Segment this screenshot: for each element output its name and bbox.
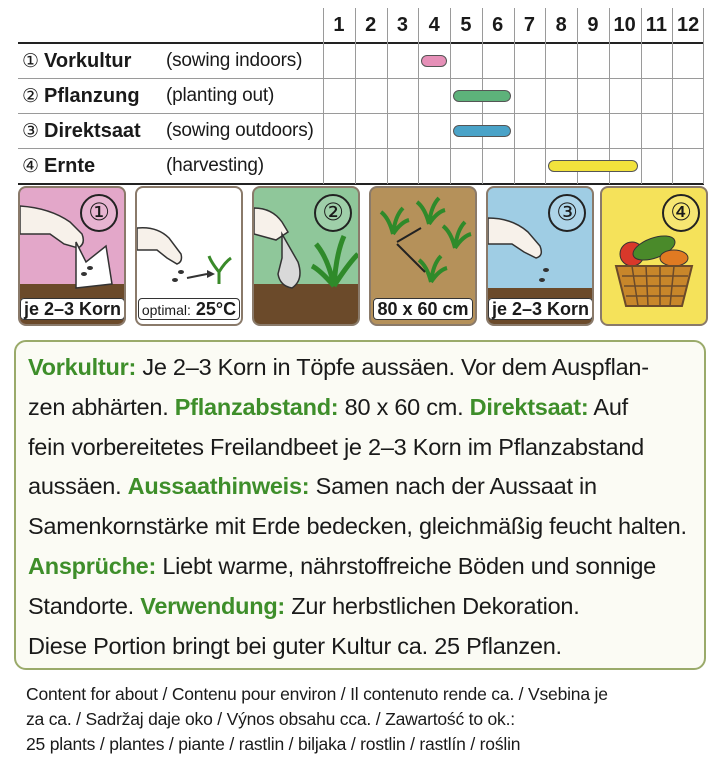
month-label: 6 [492,14,504,36]
row-label-en: (planting out) [166,85,275,106]
keyword-direktsaat: Direktsaat: [469,393,589,420]
period-bar [421,55,447,67]
desc-line-3: fein vorbereitetes Freilandbeet je 2–3 Korn im Pflanzabstand [28,433,644,460]
period-bar [453,90,511,102]
desc-line-4: aussäen. Aussaathinweis: Samen nach der Aussaat in [28,473,597,500]
cultivation-instructions [14,340,706,670]
month-label: 3 [396,14,408,36]
desc-line-6: Ansprüche: Liebt warme, nährstoffreiche Böden und sonnige [28,552,657,579]
month-label: 12 [677,14,700,36]
row-label-en: (sowing outdoors) [166,120,314,141]
period-bar [453,125,511,137]
pictogram-plant-spacing [369,186,477,326]
desc-line-1: Vorkultur: Je 2–3 Korn in Töpfe aussäen. Vor dem Auspflan- [28,354,649,380]
pictogram-sowing-indoors [18,186,126,326]
desc-line-7: Standorte. Verwendung: Zur herbstlichen Dekoration. [28,592,580,619]
row-label-en: (sowing indoors) [166,50,303,71]
step-3-marker: ③ [22,121,40,142]
tile-caption [137,299,241,320]
footer-line-1: Content for about / Contenu pour environ / Il contenuto rende ca. / Vsebina je [26,684,608,704]
step-4-marker: ④ [22,156,40,177]
pictogram-direct-sowing [486,186,594,326]
step-1-marker: ① [22,51,40,72]
month-label: 9 [587,14,599,36]
month-label: 11 [645,14,667,36]
grid-edge [703,8,704,184]
row-label-en: (harvesting) [166,155,264,176]
month-grid [323,8,704,184]
pictogram-germination-temp [135,186,243,326]
row-label-de: Direktsaat [44,120,141,142]
month-label: 8 [555,14,567,36]
month-label: 1 [333,14,345,36]
tile-caption [488,299,592,320]
row-label-de: Vorkultur [44,50,132,72]
step-badge: ① [80,194,118,232]
caption-text: je 2–3 Korn [20,298,125,320]
month-label: 7 [523,14,535,36]
desc-line-2: zen abhärten. Pflanzabstand: 80 x 60 cm. Direktsaat: Auf [28,393,628,420]
desc-line-5: Samenkornstärke mit Erde bedecken, gleichmäßig feucht halten. [28,513,687,540]
pictogram-harvest [600,186,708,326]
caption-text: je 2–3 Korn [488,298,593,320]
step-badge: ④ [662,194,700,232]
instruction-pictograms [18,186,708,328]
period-bar [548,160,637,172]
caption-prefix: optimal: [141,302,191,318]
keyword-aussaathinweis: Aussaathinweis: [127,473,310,500]
pictogram-planting-out [252,186,360,326]
desc-line-8: Diese Portion bringt bei guter Kultur ca. 25 Pflanzen. [28,632,562,659]
step-badge: ③ [548,194,586,232]
row-label-de: Pflanzung [44,85,140,107]
month-label: 4 [428,14,440,36]
keyword-vorkultur: Vorkultur: [28,354,137,380]
keyword-ansprueche: Ansprüche: [28,552,157,579]
tile-caption [20,299,124,320]
step-2-marker: ② [22,86,40,107]
tile-caption [371,299,475,320]
sowing-calendar [18,8,704,184]
footer-line-3: 25 plants / plantes / piante / rastlin / biljaka / rostlin / rastlín / roślin [26,734,521,754]
caption-text: 25°C [195,299,237,319]
month-label: 5 [460,14,472,36]
month-label: 2 [365,14,377,36]
keyword-verwendung: Verwendung: [140,592,286,619]
month-label: 10 [613,14,636,36]
step-badge: ② [314,194,352,232]
multilingual-content-note [26,682,706,757]
keyword-pflanzabstand: Pflanzabstand: [174,393,339,420]
footer-line-2: za ca. / Sadržaj daje oko / Výnos obsahu cca. / Zawartość to ok.: [26,709,515,729]
caption-text: 80 x 60 cm [373,298,472,320]
row-label-de: Ernte [44,155,96,177]
